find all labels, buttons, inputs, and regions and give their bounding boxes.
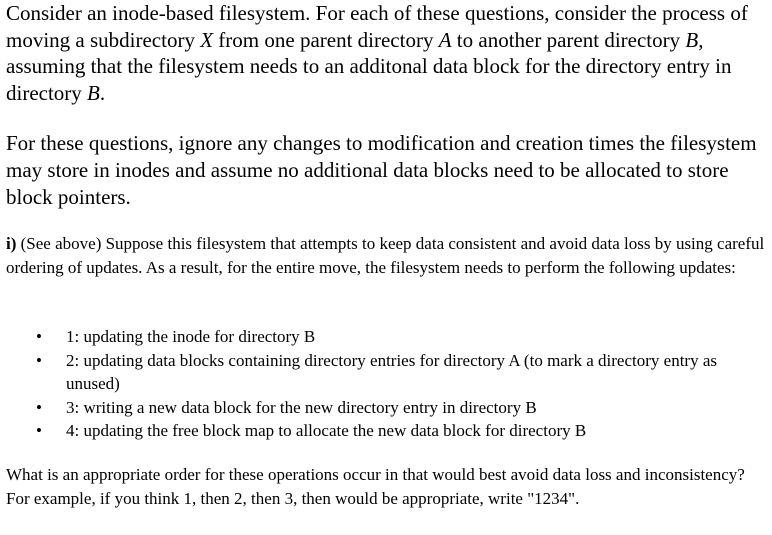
update-steps-list [0, 325, 772, 443]
list-item: • 3: writing a new data block for the new directory entry in directory B [0, 396, 772, 420]
variable-b: B [685, 27, 699, 52]
assumptions-paragraph: For these questions, ignore any changes to modification and creation times the filesystem may store in inodes and assume no additional data blocks need to be allocated to store block pointers. [6, 131, 757, 209]
variable-x: X [200, 27, 214, 52]
variable-b-2: B [87, 80, 100, 105]
question-paragraph [6, 232, 770, 279]
answer-prompt: What is an appropriate order for these operations occur in that would best avoid data loss and inconsistency? For example, if you think 1, then 2, then 3, then would be appropriate, write "1234". [6, 465, 745, 508]
question-text: (See above) Suppose this filesystem that attempts to keep data consistent and avoid data loss by using careful ordering of updates. As a result, for the entire move, the filesystem needs to perform the following updates: [6, 234, 765, 277]
list-item: • 2: updating data blocks containing directory entries for directory A (to mark a directory entry as unused) [0, 349, 772, 396]
list-item: • 4: updating the free block map to allocate the new data block for directory B [0, 419, 772, 443]
intro-text-1: Consider an inode-based filesystem. For each of these questions, consider the process of moving a subdirectory [6, 1, 748, 52]
variable-a: A [438, 27, 452, 52]
intro-text-3: to another parent directory [451, 27, 686, 52]
list-item: • 1: updating the inode for directory B [0, 325, 772, 349]
intro-text-5: . [99, 80, 106, 105]
intro-paragraph [6, 0, 770, 106]
intro-text-4: , assuming that the filesystem needs to an additonal data block for the directory entry in directory [6, 27, 732, 105]
intro-text-2: from one parent directory [213, 27, 439, 52]
question-label: i) [6, 234, 17, 253]
